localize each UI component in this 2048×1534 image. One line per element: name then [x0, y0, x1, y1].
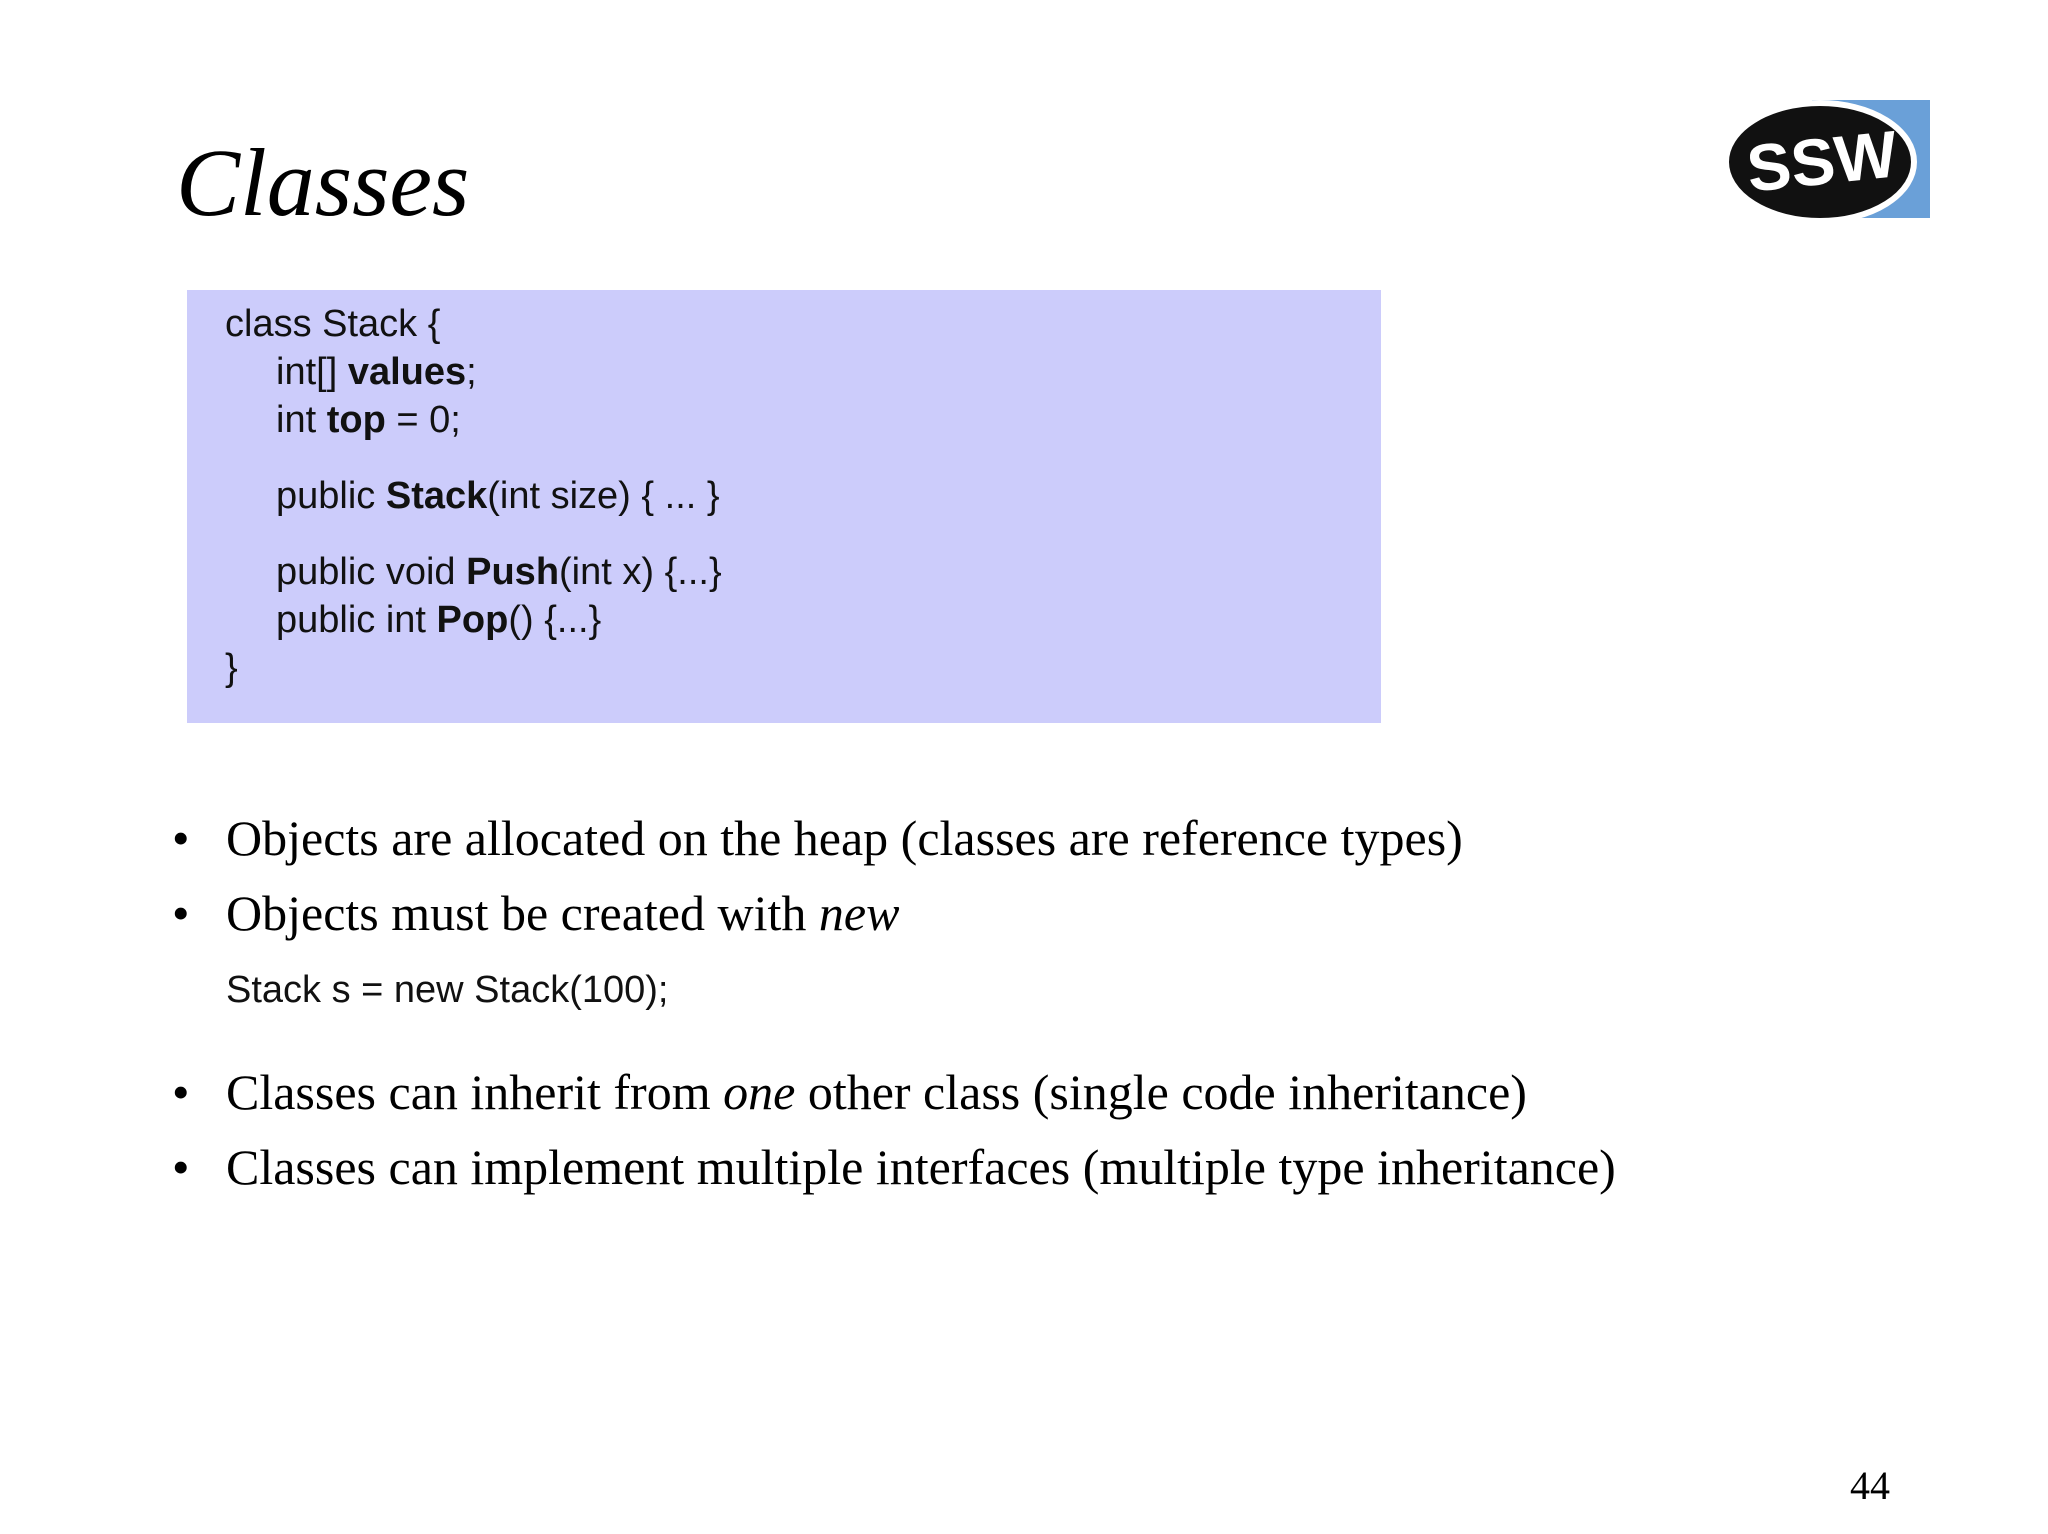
- bullet-dot: •: [172, 1064, 190, 1120]
- bullet-text: Classes can inherit from one other class (single code inheritance): [226, 1064, 1527, 1120]
- code-line-constructor: public Stack(int size) { ... }: [276, 475, 720, 517]
- code-line-top: int top = 0;: [276, 399, 461, 441]
- code-line-push: public void Push(int x) {...}: [276, 551, 722, 593]
- slide-title: Classes: [176, 129, 470, 236]
- code-line-close: }: [225, 647, 238, 689]
- bullet-dot: •: [172, 810, 190, 866]
- bullet-text: Objects must be created with new: [226, 885, 900, 941]
- logo-text: SSW: [1743, 116, 1901, 206]
- bullet-text: Classes can implement multiple interfaces (multiple type inheritance): [226, 1139, 1616, 1195]
- page-number: 44: [1850, 1463, 1890, 1508]
- code-line-class-decl: class Stack {: [225, 303, 441, 345]
- code-sample-new-stack: Stack s = new Stack(100);: [226, 969, 669, 1011]
- code-box: [187, 290, 1381, 723]
- code-line-pop: public int Pop() {...}: [276, 599, 602, 641]
- ssw-logo: [1722, 96, 1934, 224]
- code-line-values: int[] values;: [276, 351, 477, 393]
- bullet-dot: •: [172, 885, 190, 941]
- bullet-text: Objects are allocated on the heap (classes are reference types): [226, 810, 1463, 866]
- bullet-dot: •: [172, 1139, 190, 1195]
